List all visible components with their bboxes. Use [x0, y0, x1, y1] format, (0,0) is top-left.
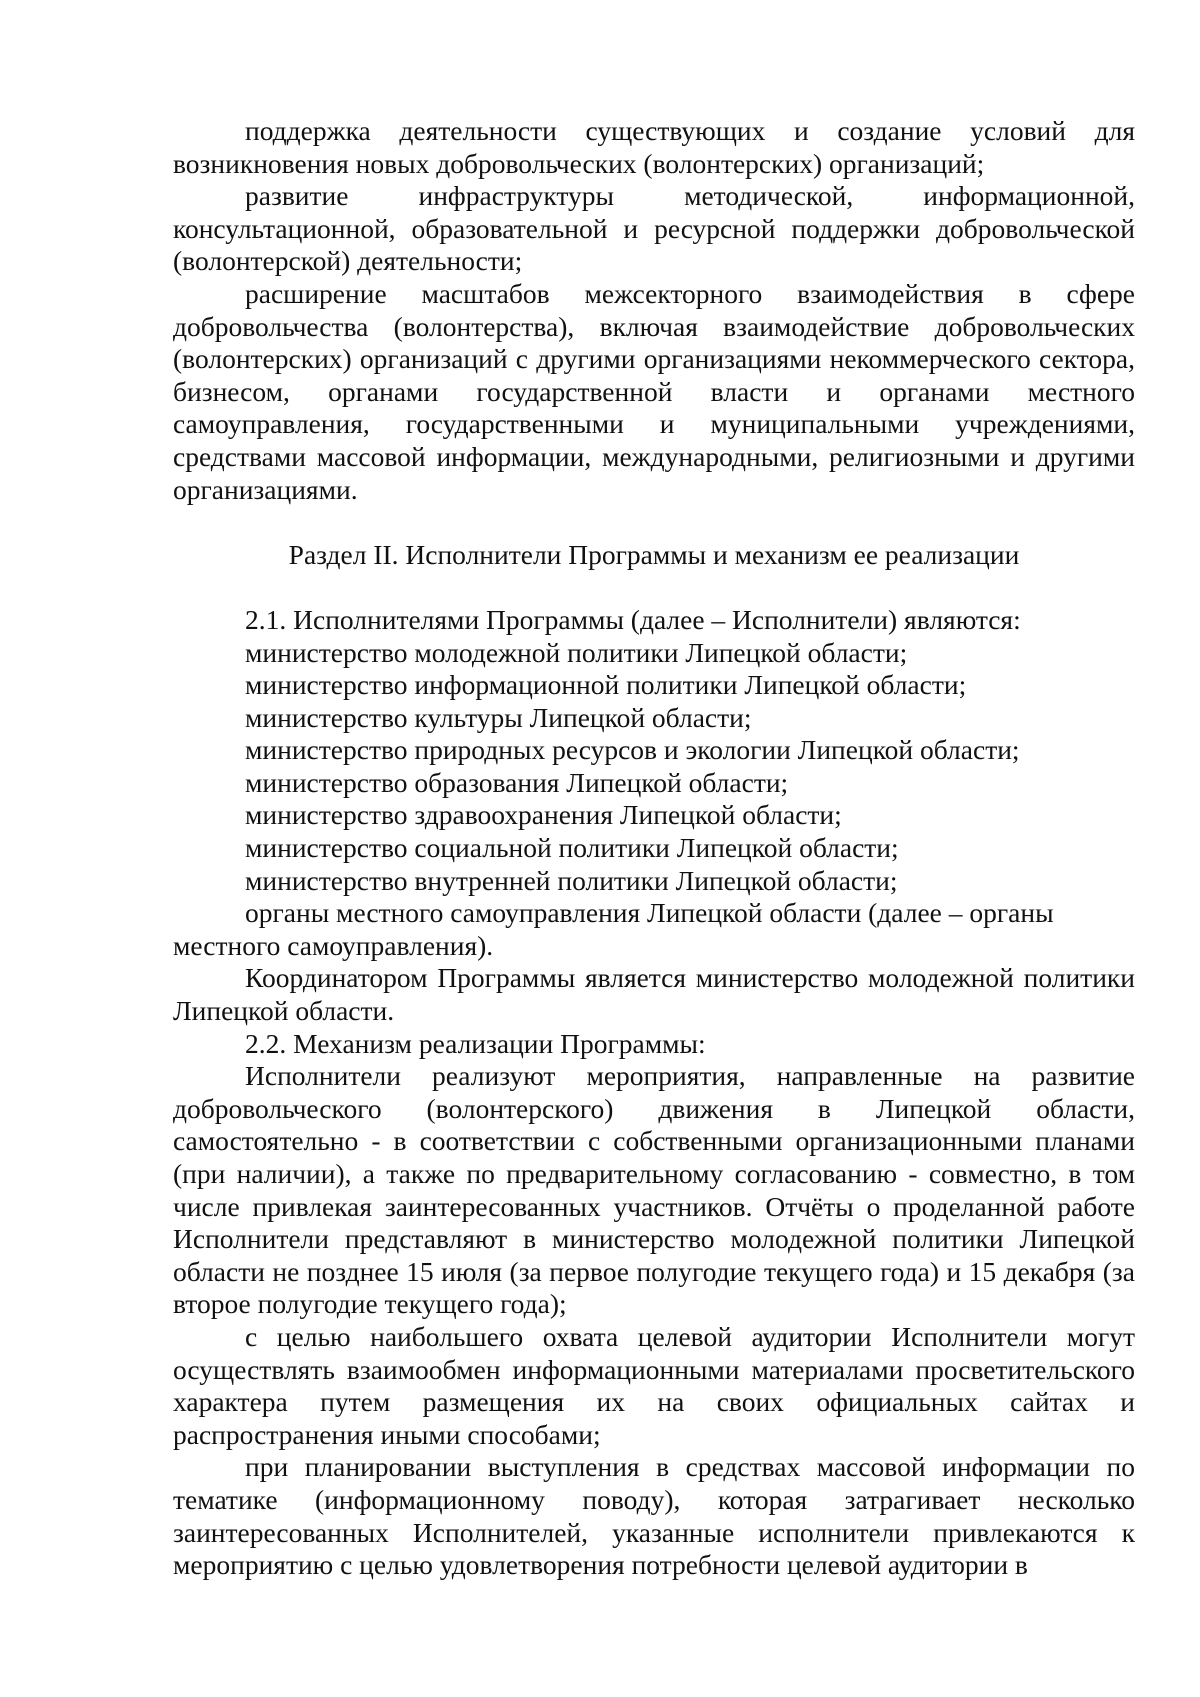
coordinator-paragraph: Координатором Программы является министерство молодежной политики Липецкой области.: [173, 962, 1135, 1027]
intro-paragraph: поддержка деятельности существующих и создание условий для возникновения новых добровольческих (волонтерских) организаций;: [173, 115, 1135, 179]
intro-paragraph: расширение масштабов межсекторного взаимодействия в сфере добровольчества (волонтерства), включая взаимодействие добровольческих (волонтерских) организаций с другими организациями некоммерческого сектора, бизнесом, органами государственной власти и органами местного самоуправления, государственными и муниципальными учреждениями, средствами массовой информации, международными, религиозными и другими организациями.: [173, 277, 1135, 505]
local-bodies-paragraph: органы местного самоуправления Липецкой области (далее – органы местного самоуправления).: [173, 897, 1054, 961]
executor-item: министерство здравоохранения Липецкой области;: [245, 799, 842, 831]
intro-paragraph: развитие инфраструктуры методической, информационной, консультационной, образовательной и ресурсной поддержки добровольческой (волонтерской) деятельности;: [173, 180, 1135, 277]
spacer: [173, 571, 1135, 604]
mechanism-paragraph: с целью наибольшего охвата целевой аудитории Исполнители могут осуществлять взаимообмен информационными материалами просветительского характера путем размещения их на своих официальных сайтах и распространения иными способами;: [173, 1320, 1135, 1450]
mechanism-paragraph: при планировании выступления в средствах массовой информации по тематике (информационному поводу), которая затрагивает несколько заинтересованных Исполнителей, указанные исполнители привлекаются к мероприятию с целью удовлетворения потребности целевой аудитории в: [173, 1451, 1135, 1581]
executor-item: министерство социальной политики Липецкой области;: [245, 832, 899, 864]
mechanism-paragraph: Исполнители реализуют мероприятия, направленные на развитие добровольческого (волонтерского) движения в Липецкой области, самостоятельно - в соответствии с собственными организационными планами (при наличии), а также по предварительному согласованию - совместно, в том числе привлекая заинтересованных участников. Отчёты о проделанной работе Исполнители представляют в министерство молодежной политики Липецкой области не позднее 15 июля (за первое полугодие текущего года) и 15 декабря (за второе полугодие текущего года);: [173, 1060, 1135, 1320]
executor-item: министерство природных ресурсов и экологии Липецкой области;: [245, 734, 1020, 766]
document-page: [173, 115, 1135, 1582]
executor-item: министерство образования Липецкой области;: [245, 766, 789, 798]
executor-item: министерство молодежной политики Липецкой области;: [245, 636, 908, 668]
spacer: [173, 506, 1135, 539]
section-heading: Раздел II. Исполнители Программы и механизм ее реализации: [288, 538, 1020, 570]
executor-item: министерство культуры Липецкой области;: [245, 701, 752, 733]
clause-2-1-intro: 2.1. Исполнителями Программы (далее – Исполнители) являются:: [245, 603, 1021, 635]
executor-item: министерство информационной политики Липецкой области;: [245, 669, 967, 701]
executor-item: министерство внутренней политики Липецкой области;: [245, 864, 898, 896]
clause-2-2-title: 2.2. Механизм реализации Программы:: [245, 1027, 706, 1059]
